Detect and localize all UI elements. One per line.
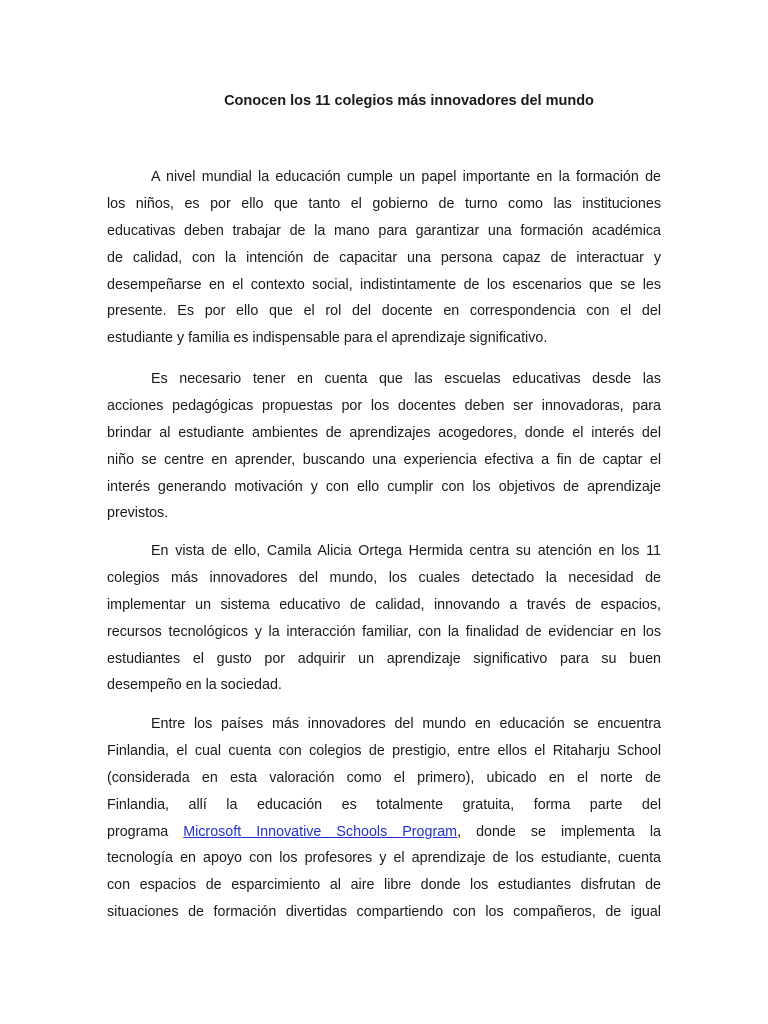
paragraph-line: En vista de ello, Camila Alicia Ortega Hermida centra su atención en los 11 xyxy=(151,543,661,559)
paragraph-line: implementar un sistema educativo de calidad, innovando a través de espacios, xyxy=(107,596,661,613)
paragraph-line: educativas deben trabajar de la mano para garantizar una formación académica xyxy=(107,222,661,239)
paragraph-line: A nivel mundial la educación cumple un papel importante en la formación de xyxy=(151,169,661,185)
paragraph-4 xyxy=(107,711,661,926)
paragraph-line: niño se centre en aprender, buscando una experiencia efectiva a fin de captar el xyxy=(107,451,661,468)
microsoft-innovative-schools-link[interactable]: Microsoft Innovative Schools Program xyxy=(183,823,458,840)
paragraph-line: presente. Es por ello que el rol del docente en correspondencia con el del xyxy=(107,303,661,320)
paragraph-1 xyxy=(107,164,661,352)
paragraph-line-with-link xyxy=(107,819,661,846)
paragraph-line: estudiante y familia es indispensable para el aprendizaje significativo. xyxy=(107,330,548,347)
paragraph-line: desempeñarse en el contexto social, indistintamente de los escenarios que se les xyxy=(107,276,661,293)
paragraph-line: tecnología en apoyo con los profesores y el aprendizaje de los estudiante, cuenta xyxy=(107,850,661,867)
paragraph-line: de calidad, con la intención de capacitar una persona capaz de interactuar y xyxy=(107,249,661,266)
paragraph-line: interés generando motivación y con ello cumplir con los objetivos de aprendizaje xyxy=(107,478,661,495)
link-suffix-text: , donde se implementa la xyxy=(457,823,661,840)
paragraph-line: (considerada en esta valoración como el primero), ubicado en el norte de xyxy=(107,769,661,786)
paragraph-line: Finlandia, allí la educación es totalmente gratuita, forma parte del xyxy=(107,796,661,813)
paragraph-line: situaciones de formación divertidas compartiendo con los compañeros, de igual xyxy=(107,904,661,921)
paragraph-line: previstos. xyxy=(107,505,169,522)
paragraph-line: colegios más innovadores del mundo, los cuales detectado la necesidad de xyxy=(107,569,661,586)
paragraph-line: recursos tecnológicos y la interacción familiar, con la finalidad de evidenciar en los xyxy=(107,623,661,640)
paragraph-line: estudiantes el gusto por adquirir un aprendizaje significativo para su buen xyxy=(107,650,661,667)
link-prefix-text: programa xyxy=(107,823,184,840)
paragraph-line: desempeño en la sociedad. xyxy=(107,677,282,694)
paragraph-line: Finlandia, el cual cuenta con colegios de prestigio, entre ellos el Ritaharju School xyxy=(107,742,661,759)
paragraph-line: acciones pedagógicas propuestas por los docentes deben ser innovadoras, para xyxy=(107,397,661,414)
paragraph-line: brindar al estudiante ambientes de aprendizajes acogedores, donde el interés del xyxy=(107,424,661,441)
paragraph-line: con espacios de esparcimiento al aire libre donde los estudiantes disfrutan de xyxy=(107,877,661,894)
paragraph-3 xyxy=(107,538,661,699)
document-title: Conocen los 11 colegios más innovadores del mundo xyxy=(224,93,594,109)
paragraph-line: Es necesario tener en cuenta que las escuelas educativas desde las xyxy=(151,371,661,387)
paragraph-line: los niños, es por ello que tanto el gobierno de turno como las instituciones xyxy=(107,195,661,212)
paragraph-line: Entre los países más innovadores del mundo en educación se encuentra xyxy=(151,716,661,732)
paragraph-2 xyxy=(107,366,661,527)
